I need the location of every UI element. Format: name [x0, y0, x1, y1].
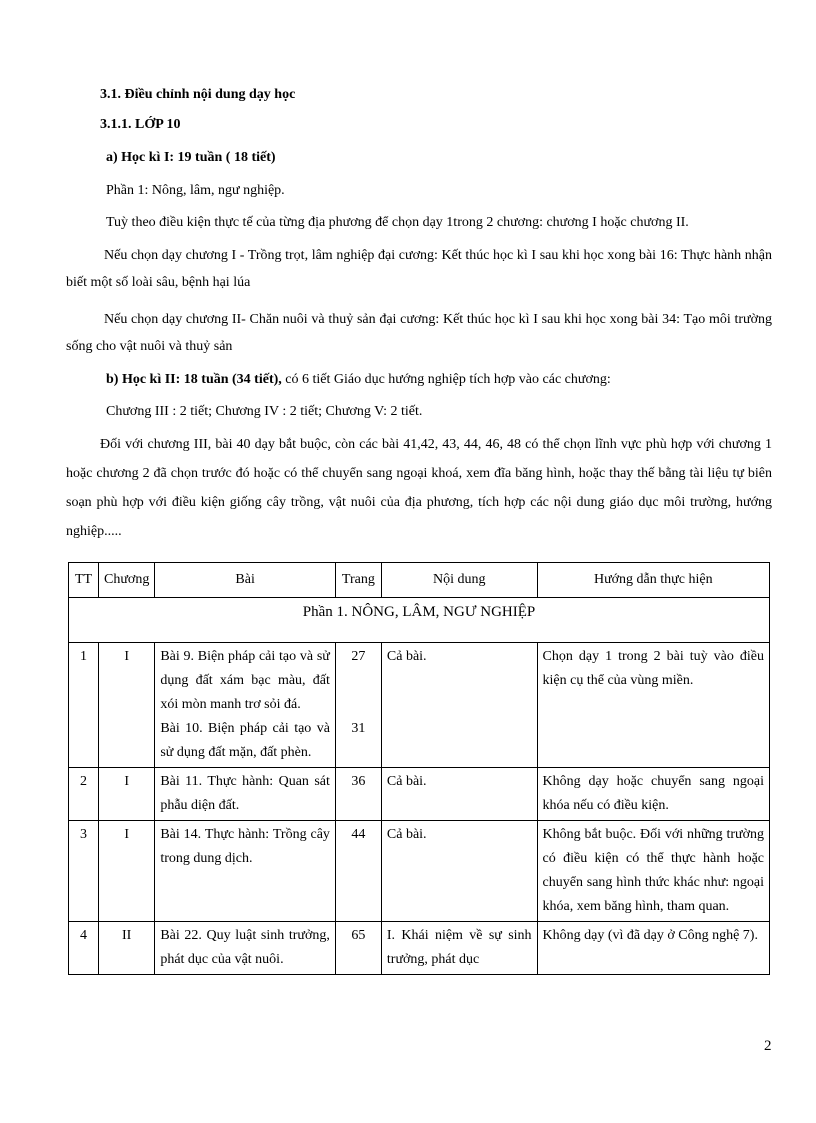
row-bai — [155, 643, 336, 768]
row-bai: Bài 22. Quy luật sinh trưởng, phát dục của vật nuôi. — [155, 922, 336, 975]
phan1-line: Phần 1: Nông, lâm, ngư nghiệp. — [106, 183, 285, 198]
tuy-theo-line: Tuỳ theo điều kiện thực tế của từng địa phương để chọn dạy 1trong 2 chương: chương I hoặc chương II. — [106, 215, 689, 230]
row-trang: 44 — [335, 821, 381, 922]
row-noi-dung: I. Khái niệm về sự sinh trưởng, phát dục — [381, 922, 537, 975]
hk2-desc: có 6 tiết Giáo dục hướng nghiệp tích hợp vào các chương: — [281, 372, 611, 387]
header-huong-dan: Hướng dẫn thực hiện — [537, 563, 769, 598]
row-bai: Bài 14. Thực hành: Trồng cây trong dung dịch. — [155, 821, 336, 922]
table-row — [69, 643, 770, 768]
header-trang: Trang — [335, 563, 381, 598]
row-noi-dung: Cả bài. — [381, 768, 537, 821]
row-bai-b: Bài 10. Biện pháp cải tạo và sử dụng đất mặn, đất phèn. — [160, 721, 330, 760]
row-chuong: I — [98, 643, 154, 768]
row-huong-dan: Không dạy (vì đã dạy ở Công nghệ 7). — [537, 922, 769, 975]
hk2-title: b) Học kì II: 18 tuần (34 tiết), — [106, 372, 282, 387]
chuong-tiet-line: Chương III : 2 tiết; Chương IV : 2 tiết; Chương V: 2 tiết. — [106, 404, 423, 419]
header-bai: Bài — [155, 563, 336, 598]
row-noi-dung: Cả bài. — [381, 643, 537, 768]
row-bai-a: Bài 9. Biện pháp cải tạo và sử dụng đất xám bạc màu, đất xói mòn manh trơ sỏi đá. — [160, 649, 330, 712]
doi-voi-text: Đối với chương III, bài 40 dạy bắt buộc, còn các bài 41,42, 43, 44, 46, 48 có thể chọn lĩnh vực phù hợp với chương 1 hoặc chương 2 đã chọn trước đó hoặc có thể chuyển sang ngoại khoá, xem đĩa băng hình, hoặc thay thế bằng tài liệu tự biên soạn phù hợp với điều kiện giống cây trồng, vật nuôi của địa phương, tích hợp các nội dung giáo dục môi trường, hướng nghiệp..... — [66, 437, 772, 539]
chon-chuong-2-paragraph — [66, 306, 772, 360]
chon-chuong-1-paragraph — [66, 242, 772, 296]
row-tt: 3 — [69, 821, 99, 922]
row-huong-dan: Không bắt buộc. Đối với những trường có điều kiện có thể thực hành hoặc chuyển sang hình thức khác như: ngoại khóa, xem băng hình, tham quan. — [537, 821, 769, 922]
hk2-line — [106, 371, 611, 389]
heading-3-1-1: 3.1.1. LỚP 10 — [100, 117, 181, 132]
page-number: 2 — [764, 1038, 772, 1054]
row-chuong: I — [98, 768, 154, 821]
row-huong-dan: Không dạy hoặc chuyển sang ngoại khóa nếu có điều kiện. — [537, 768, 769, 821]
table-header-row — [69, 563, 770, 598]
row-trang-a: 27 — [351, 649, 366, 664]
section-row — [69, 598, 770, 643]
content-adjustment-table — [68, 562, 770, 975]
header-tt: TT — [69, 563, 99, 598]
row-huong-dan: Chọn dạy 1 trong 2 bài tuỳ vào điều kiện cụ thể của vùng miền. — [537, 643, 769, 768]
row-trang: 65 — [335, 922, 381, 975]
header-chuong: Chương — [98, 563, 154, 598]
chon-chuong-1-text: Nếu chọn dạy chương I - Trồng trọt, lâm nghiệp đại cương: Kết thúc học kì I sau khi học xong bài 16: Thực hành nhận biết một số loài sâu, bệnh hại lúa — [66, 248, 772, 290]
table-row — [69, 821, 770, 922]
row-chuong: II — [98, 922, 154, 975]
row-chuong: I — [98, 821, 154, 922]
row-trang: 36 — [335, 768, 381, 821]
header-noi-dung: Nội dung — [381, 563, 537, 598]
table-row — [69, 768, 770, 821]
row-trang — [335, 643, 381, 768]
section-title: Phần 1. NÔNG, LÂM, NGƯ NGHIỆP — [69, 598, 770, 643]
row-tt: 4 — [69, 922, 99, 975]
row-tt: 2 — [69, 768, 99, 821]
row-bai: Bài 11. Thực hành: Quan sát phẫu diện đất. — [155, 768, 336, 821]
row-trang-b: 31 — [351, 721, 366, 736]
heading-3-1: 3.1. Điều chỉnh nội dung dạy học — [100, 87, 296, 102]
row-tt: 1 — [69, 643, 99, 768]
hk1-title: a) Học kì I: 19 tuần ( 18 tiết) — [106, 150, 276, 165]
chon-chuong-2-text: Nếu chọn dạy chương II- Chăn nuôi và thuỷ sản đại cương: Kết thúc học kì I sau khi học xong bài 34: Tạo môi trường sống cho vật nuôi và thuỷ sản — [66, 312, 772, 354]
table-row — [69, 922, 770, 975]
doi-voi-paragraph — [66, 430, 772, 546]
row-noi-dung: Cả bài. — [381, 821, 537, 922]
